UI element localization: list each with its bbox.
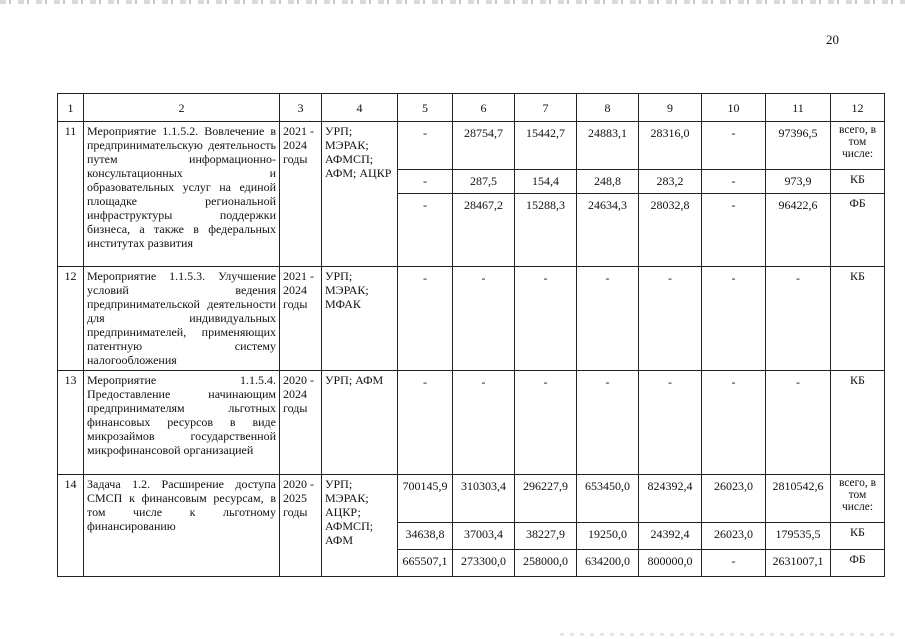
value-cell: - — [702, 122, 766, 170]
value-cell: 28316,0 — [639, 122, 702, 170]
scan-edge-artifact — [560, 633, 900, 636]
value-cell: - — [515, 267, 577, 371]
value-cell: - — [702, 550, 766, 577]
page-number: 20 — [826, 32, 839, 47]
value-cell: 24883,1 — [577, 122, 639, 170]
value-cell: - — [398, 267, 453, 371]
header-cell: 7 — [515, 94, 577, 122]
value-cell: - — [453, 267, 515, 371]
value-cell: 37003,4 — [453, 523, 515, 550]
value-cell: - — [702, 194, 766, 267]
value-cell: - — [639, 371, 702, 475]
header-cell: 11 — [766, 94, 831, 122]
value-cell: - — [766, 371, 831, 475]
value-cell: 19250,0 — [577, 523, 639, 550]
row-description: Задача 1.2. Расширение доступа СМСП к финансовым ресурсам, в том числе к льготному финансированию — [84, 475, 280, 577]
table-row — [58, 371, 885, 475]
row-executors: УРП; МЭРАК; АФМСП; АФМ; АЦКР — [322, 122, 398, 267]
value-cell: 96422,6 — [766, 194, 831, 267]
header-row — [58, 94, 885, 122]
value-cell: 310303,4 — [453, 475, 515, 523]
funding-source: всего, в том числе: — [831, 475, 885, 523]
header-cell: 2 — [84, 94, 280, 122]
row-executors: УРП; МЭРАК; АЦКР; АФМСП; АФМ — [322, 475, 398, 577]
value-cell: 287,5 — [453, 170, 515, 194]
value-cell: 665507,1 — [398, 550, 453, 577]
row-period: 2020 - 2025 годы — [280, 475, 322, 577]
value-cell: 15442,7 — [515, 122, 577, 170]
funding-source: КБ — [831, 267, 885, 371]
value-cell: 154,4 — [515, 170, 577, 194]
row-executors: УРП; МЭРАК; МФАК — [322, 267, 398, 371]
value-cell: 2810542,6 — [766, 475, 831, 523]
row-executors: УРП; АФМ — [322, 371, 398, 475]
row-description: Мероприятие 1.1.5.3. Улучшение условий ведения предпринимательской деятельности для индивидуальных предпринимателей, применяющих патентную систему налогообложения — [84, 267, 280, 371]
value-cell: 28467,2 — [453, 194, 515, 267]
header-cell: 12 — [831, 94, 885, 122]
value-cell: - — [766, 267, 831, 371]
row-number: 12 — [58, 267, 84, 371]
funding-source: ФБ — [831, 550, 885, 577]
header-cell: 6 — [453, 94, 515, 122]
value-cell: - — [398, 371, 453, 475]
funding-source: КБ — [831, 523, 885, 550]
row-period: 2020 - 2024 годы — [280, 371, 322, 475]
value-cell: 248,8 — [577, 170, 639, 194]
table-row — [58, 267, 885, 371]
value-cell: 653450,0 — [577, 475, 639, 523]
value-cell: 26023,0 — [702, 475, 766, 523]
row-number: 13 — [58, 371, 84, 475]
table-row — [58, 122, 885, 170]
funding-source: КБ — [831, 371, 885, 475]
funding-source: всего, в том числе: — [831, 122, 885, 170]
header-cell: 8 — [577, 94, 639, 122]
value-cell: - — [702, 371, 766, 475]
value-cell: - — [398, 170, 453, 194]
value-cell: 24634,3 — [577, 194, 639, 267]
header-cell: 4 — [322, 94, 398, 122]
value-cell: 15288,3 — [515, 194, 577, 267]
value-cell: 273300,0 — [453, 550, 515, 577]
value-cell: - — [702, 267, 766, 371]
value-cell: 34638,8 — [398, 523, 453, 550]
value-cell: - — [577, 371, 639, 475]
value-cell: - — [577, 267, 639, 371]
row-number: 11 — [58, 122, 84, 267]
value-cell: - — [398, 194, 453, 267]
budget-table — [57, 93, 885, 577]
value-cell: 283,2 — [639, 170, 702, 194]
value-cell: 973,9 — [766, 170, 831, 194]
value-cell: 634200,0 — [577, 550, 639, 577]
value-cell: 97396,5 — [766, 122, 831, 170]
value-cell: - — [639, 267, 702, 371]
value-cell: - — [453, 371, 515, 475]
value-cell: 800000,0 — [639, 550, 702, 577]
value-cell: 28754,7 — [453, 122, 515, 170]
value-cell: 38227,9 — [515, 523, 577, 550]
value-cell: 2631007,1 — [766, 550, 831, 577]
value-cell: 26023,0 — [702, 523, 766, 550]
table-row — [58, 475, 885, 523]
value-cell: 179535,5 — [766, 523, 831, 550]
row-description: Мероприятие 1.1.5.2. Вовлечение в предпринимательскую деятельность путем информационно-консультационных и образовательных услуг на единой площадке региональной инфраструктуры поддержки бизнеса, а также в федеральных институтах развития — [84, 122, 280, 267]
row-period: 2021 - 2024 годы — [280, 122, 322, 267]
header-cell: 10 — [702, 94, 766, 122]
value-cell: - — [702, 170, 766, 194]
scan-edge-artifact — [0, 0, 905, 4]
value-cell: 24392,4 — [639, 523, 702, 550]
value-cell: 824392,4 — [639, 475, 702, 523]
value-cell: 258000,0 — [515, 550, 577, 577]
value-cell: 28032,8 — [639, 194, 702, 267]
header-cell: 9 — [639, 94, 702, 122]
row-description: Мероприятие 1.1.5.4. Предоставление начинающим предпринимателям льготных финансовых ресурсов в виде микрозаймов государственной микрофинансовой организацией — [84, 371, 280, 475]
row-period: 2021 - 2024 годы — [280, 267, 322, 371]
value-cell: - — [398, 122, 453, 170]
header-cell: 5 — [398, 94, 453, 122]
funding-source: ФБ — [831, 194, 885, 267]
header-cell: 1 — [58, 94, 84, 122]
value-cell: - — [515, 371, 577, 475]
row-number: 14 — [58, 475, 84, 577]
header-cell: 3 — [280, 94, 322, 122]
value-cell: 296227,9 — [515, 475, 577, 523]
funding-source: КБ — [831, 170, 885, 194]
value-cell: 700145,9 — [398, 475, 453, 523]
